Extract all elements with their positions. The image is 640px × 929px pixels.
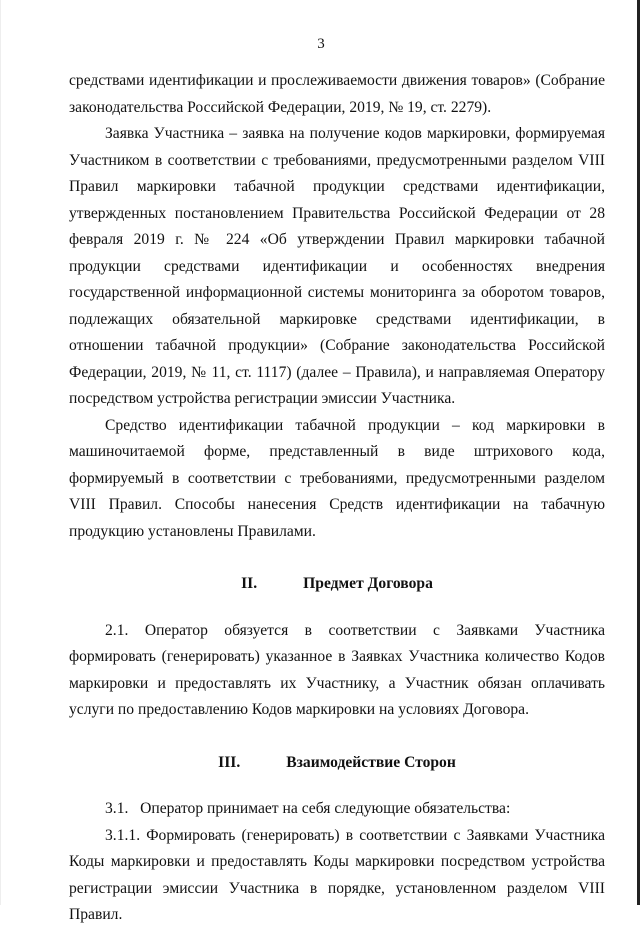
document-body: [69, 68, 605, 929]
page-number: 3: [317, 36, 325, 52]
paragraph-identification-means-definition: Средство идентификации табачной продукции – код маркировки в машиночитаемой форме, представленный в виде штрихового кода, формируемый в соответствии с требованиями, предусмотренными разделом VIII Правил. Способы нанесения Средств идентификации на табачную продукцию установлены Правилами.: [69, 416, 605, 540]
paragraph-participant-request-definition: Заявка Участника – заявка на получение кодов маркировки, формируемая Участником в соответствии с требованиями, предусмотренными разделом VIII Правил маркировки табачной продукции средствами идентификации, утвержденных постановлением Правительства Российской Федерации от 28 февраля 2019 г. № 224 «Об утверждении Правил маркировки табачной продукции средствами идентификации и особенностях внедрения государственной информационной системы мониторинга за оборотом товаров, подлежащих обязательной маркировке средствами идентификации, в отношении табачной продукции» (Собрание законодательства Российской Федерации, 2019, № 11, ст. 1117) (далее – Правила), и направляемая Оператору посредством устройства регистрации эмиссии Участника.: [69, 125, 605, 407]
spacer: [69, 598, 605, 618]
paragraph-clause-2-1: 2.1. Оператор обязуется в соответствии с Заявками Участника формировать (генерировать) указанное в Заявках Участника количество Кодов маркировки и предоставлять их Участнику, а Участник обязан оплачивать услуги по предоставлению Кодов маркировки на условиях Договора.: [69, 621, 605, 718]
paragraph-continuation: средствами идентификации и прослеживаемости движения товаров» (Собрание законодательства Российской Федерации, 2019, № 19, ст. 2279).: [69, 72, 605, 116]
section-title: Взаимодействие Сторон: [286, 753, 456, 771]
spacer: [69, 724, 605, 750]
section-heading-subject: [69, 571, 605, 598]
section-heading-interaction: [69, 750, 605, 777]
section-number: III.: [218, 753, 241, 771]
paragraph-clause-3-1: 3.1. Оператор принимает на себя следующие обязательства:: [105, 800, 511, 817]
section-number: II.: [241, 575, 258, 592]
paragraph-clause-3-1-1: 3.1.1. Формировать (генерировать) в соответствии с Заявками Участника Коды маркировки и предоставлять Коды маркировки посредством устройства регистрации эмиссии Участника в порядке, установленном разделом VIII Правил.: [69, 826, 605, 923]
section-title: Предмет Договора: [303, 575, 433, 592]
spacer: [69, 776, 605, 796]
spacer: [69, 545, 605, 571]
